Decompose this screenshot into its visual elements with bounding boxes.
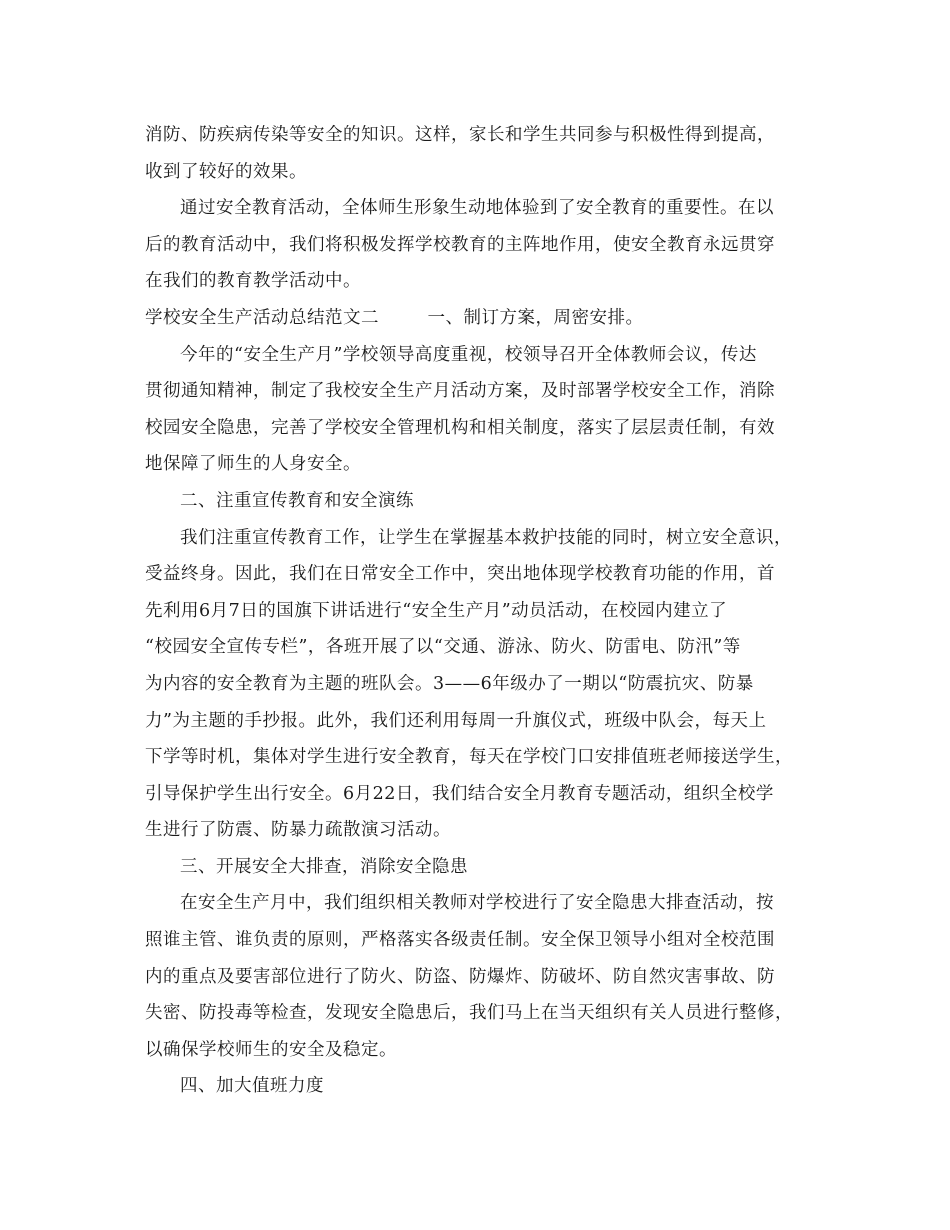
text-line: 照谁主管、谁负责的原则，严格落实各级责任制。安全保卫领导小组对全校范围	[145, 930, 775, 951]
text-line: 先利用6月7日的国旗下讲话进行“安全生产月”动员活动，在校园内建立了	[145, 600, 728, 621]
text-line: 后的教育活动中，我们将积极发挥学校教育的主阵地作用，使安全教育永远贯穿	[145, 234, 775, 255]
text-line: 以确保学校师生的安全及稳定。	[145, 1039, 397, 1060]
text-line: 贯彻通知精神，制定了我校安全生产月活动方案，及时部署学校安全工作，消除	[145, 381, 775, 402]
paragraph-5	[145, 885, 805, 1068]
section-heading-line	[145, 300, 805, 337]
text-line: 在安全生产月中，我们组织相关教师对学校进行了安全隐患大排查活动，按	[180, 893, 774, 914]
paragraph-1	[145, 117, 805, 190]
text-line: 我们注重宣传教育工作，让学生在掌握基本救护技能的同时，树立安全意识，	[180, 527, 792, 548]
subheading-4	[145, 1068, 805, 1105]
text-line: 消防、防疾病传染等安全的知识。这样，家长和学生共同参与积极性得到提高，	[145, 125, 775, 145]
text-line: 今年的“安全生产月”学校领导高度重视，校领导召开全体教师会议，传达	[180, 344, 757, 365]
text-line: 在我们的教育教学活动中。	[145, 271, 361, 292]
text-line: 引导保护学生出行安全。6月22日，我们结合安全月教育专题活动，组织全校学	[145, 783, 774, 804]
subheading-3	[145, 849, 805, 886]
text-line: 三、开展安全大排查，消除安全隐患	[180, 856, 468, 877]
text-line: 生进行了防震、防暴力疏散演习活动。	[145, 820, 451, 841]
text-line: 为内容的安全教育为主题的班队会。3——6年级办了一期以“防震抗灾、防暴	[145, 673, 754, 694]
text-line: 四、加大值班力度	[180, 1076, 324, 1097]
document-body	[145, 117, 805, 1105]
text-line: 地保障了师生的人身安全。	[145, 454, 361, 475]
text-line: 失密、防投毒等检查，发现安全隐患后，我们马上在当天组织有关人员进行整修，	[145, 1003, 793, 1024]
text-line: 通过安全教育活动，全体师生形象生动地体验到了安全教育的重要性。在以	[180, 198, 774, 219]
text-line: 二、注重宣传教育和安全演练	[180, 490, 414, 511]
text-line: 校园安全隐患，完善了学校安全管理机构和相关制度，落实了层层责任制，有效	[145, 417, 775, 438]
paragraph-4	[145, 520, 805, 849]
text-line: “校园安全宣传专栏”，各班开展了以“交通、游泳、防火、防雷电、防汛”等	[145, 637, 741, 658]
text-line: 力”为主题的手抄报。此外，我们还利用每周一升旗仪式，班级中队会，每天上	[145, 710, 767, 731]
text-line: 内的重点及要害部位进行了防火、防盗、防爆炸、防破坏、防自然灾害事故、防	[145, 966, 775, 987]
text-line: 学校安全生产活动总结范文二 一、制订方案，周密安排。	[145, 307, 644, 328]
text-line: 下学等时机，集体对学生进行安全教育，每天在学校门口安排值班老师接送学生，	[145, 747, 793, 768]
subheading-2	[145, 483, 805, 520]
text-line: 受益终身。因此，我们在日常安全工作中，突出地体现学校教育功能的作用，首	[145, 564, 775, 585]
paragraph-2	[145, 190, 805, 300]
text-line: 收到了较好的效果。	[145, 161, 307, 182]
paragraph-3	[145, 337, 805, 483]
